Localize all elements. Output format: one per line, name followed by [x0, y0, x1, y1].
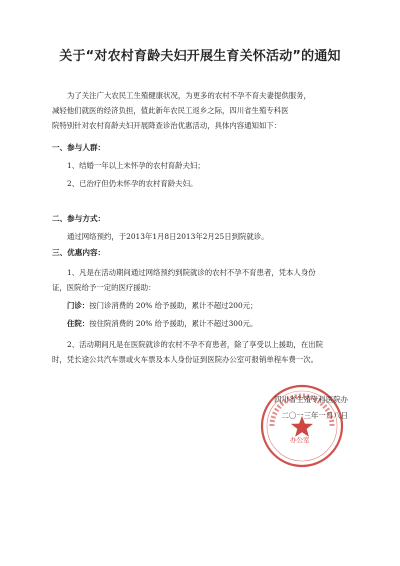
intro-paragraph: [52, 88, 357, 133]
section-method: [52, 211, 357, 244]
list-item: 2、已治疗但仍未怀孕的农村育龄夫妇。: [67, 179, 198, 188]
section-heading: 一、参与人群：: [52, 143, 106, 152]
inpatient-text: 按住院消费的 20% 给予援助，累计不超过300元。: [89, 319, 258, 328]
outpatient-text: 按门诊消费的 20% 给予援助，累计不超过200元；: [89, 301, 258, 310]
benefit-line: 时，凭长途公共汽车票或火车票及本人身份证到医院办公室可报销单程车费一次。: [52, 355, 319, 364]
seal-footer: 办公室: [290, 436, 310, 444]
page-title: 关于“对农村育龄夫妇开展生育关怀活动”的通知: [59, 49, 341, 64]
intro-line: 为了关注广大农民工生殖健康状况，为更多的农村不孕不育夫妻提供服务，: [67, 91, 311, 100]
section-participants: [52, 140, 357, 191]
section-benefits: [52, 245, 357, 367]
section-heading: 二、参与方式：: [52, 214, 106, 223]
signature-org: 四川省生殖专科医院办: [274, 395, 348, 404]
benefit-line: 证，医院给予一定的医疗援助：: [52, 283, 156, 292]
inpatient-row: [52, 316, 357, 331]
list-item: 1、结婚一年以上未怀孕的农村育龄夫妇；: [67, 161, 205, 170]
outpatient-row: [52, 298, 357, 313]
list-item: 通过网络预约，于2013年1月8日2013年2月25日到院就诊。: [67, 232, 269, 241]
benefit-line: 2、活动期间凡是在医院就诊的农村不孕不育患者，除了享受以上援助，在出院: [67, 340, 323, 349]
benefit-line: 1、凡是在活动期间通过网络预约到院就诊的农村不孕不育患者，凭本人身份: [67, 268, 316, 277]
intro-line: 减轻他们就医的经济负担，值此新年农民工返乡之际，四川省生殖专科医: [52, 106, 289, 115]
inpatient-label: 住院：: [67, 319, 90, 328]
outpatient-label: 门诊：: [67, 301, 90, 310]
section-heading: 三、优惠内容：: [52, 248, 106, 257]
signature-date: 二〇一三年一月八日: [281, 411, 348, 420]
intro-line: 院特别针对农村育龄夫妇开展降查诊治优惠活动，具体内容通知如下：: [52, 121, 282, 130]
